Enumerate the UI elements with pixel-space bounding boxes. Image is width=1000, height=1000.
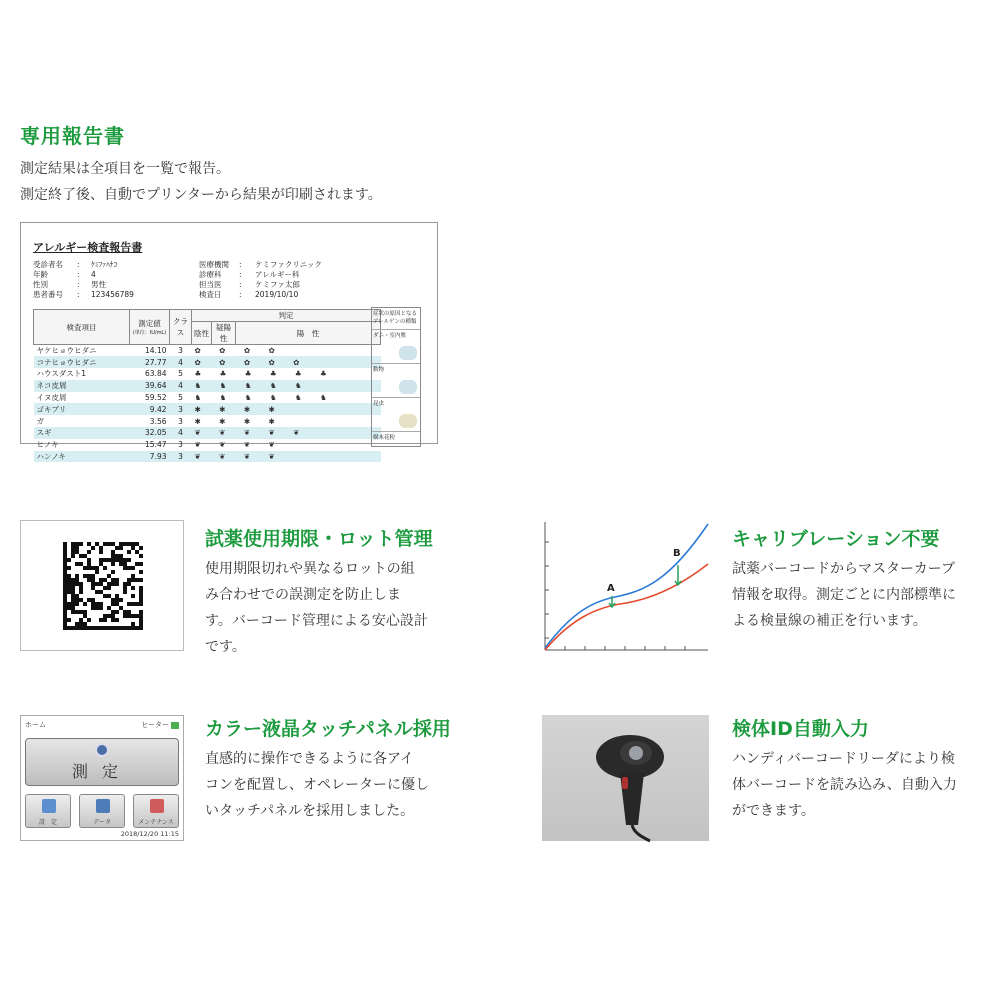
datamatrix-module [71, 554, 75, 558]
settings-icon [42, 799, 56, 813]
datamatrix-module [99, 550, 103, 554]
cell-item: ヤケヒョウヒダニ [36, 346, 97, 356]
report-info-dept: 診療科 : アレルギー科 [199, 270, 300, 279]
datamatrix-module [91, 546, 95, 550]
table-row [34, 427, 381, 439]
report-table [33, 309, 381, 462]
datamatrix-module [119, 546, 123, 550]
cell-item: ハンノキ [34, 451, 130, 463]
calibration-curve-chart [540, 520, 710, 655]
feature-title-lcd: カラー液晶タッチパネル採用 [205, 718, 451, 740]
datamatrix-module [127, 558, 131, 562]
feature-desc-lot: 使用期限切れや異なるロットの組 み合わせでの誤測定を防止しま す。バーコード管理による安心設計 です。 [205, 561, 428, 655]
datamatrix-module [127, 550, 131, 554]
section-desc-line-2: 測定終了後、自動でプリンターから結果が印刷されます。 [20, 187, 382, 203]
table-row [34, 451, 381, 463]
cell-icons: ✱ ✱ ✱ ✱ [192, 403, 381, 415]
datamatrix-module [131, 566, 135, 570]
cell-icons: ✿ ✿ ✿ ✿ ✿ [192, 356, 381, 368]
datamatrix-module [131, 586, 135, 590]
report-info-id: 患者番号 : 123456789 [33, 290, 134, 299]
datamatrix-module [67, 618, 71, 622]
table-row [34, 392, 381, 404]
datamatrix-module [83, 602, 87, 606]
lcd-home-label: ホーム [25, 721, 46, 729]
th-item: 検査項目 [34, 310, 130, 345]
datamatrix-module [107, 586, 111, 590]
table-row [34, 356, 381, 368]
cell-value: 63.84 [145, 369, 167, 379]
play-icon [95, 743, 109, 757]
insect-icon [399, 414, 417, 428]
cell-class: 3 [178, 416, 183, 426]
section-title: 専用報告書 [20, 124, 125, 148]
data-icon [96, 799, 110, 813]
lcd-datetime: 2018/12/20 11:15 [120, 830, 179, 838]
cell-value: 7.93 [130, 451, 170, 463]
report-info-name: 受診者名 : ｹﾐﾌｧﾊﾅｺ [33, 260, 118, 269]
cell-value: 14.10 [145, 346, 167, 356]
side-box-animal: 動物 [372, 364, 420, 398]
lcd-heater: ヒーター [141, 720, 179, 730]
cell-icons: ❦ ❦ ❦ ❦ ❦ [192, 427, 381, 439]
maintenance-icon [150, 799, 164, 813]
datamatrix-image [20, 520, 184, 651]
table-row [34, 403, 381, 415]
th-class: クラス [170, 310, 192, 345]
datamatrix-module [79, 590, 83, 594]
feature-desc-calib: 試薬バーコードからマスターカーブ 情報を取得。測定ごとに内部標準に よる検量線の補正を行います。 [732, 561, 956, 629]
datamatrix-module [111, 570, 115, 574]
side-box-mite: ダニ・室内塵 [372, 330, 420, 364]
th-value: 測定値 (単位：IU/mL) [130, 310, 170, 345]
report-info-date: 検査日 : 2019/10/10 [199, 290, 299, 299]
datamatrix-module [99, 606, 103, 610]
label-a: A [607, 583, 615, 594]
cell-icons: ✱ ✱ ✱ ✱ [194, 416, 283, 426]
datamatrix-module [75, 602, 79, 606]
cell-item: ネコ皮屑 [34, 380, 130, 392]
cell-value: 32.05 [130, 427, 170, 439]
datamatrix-module [111, 562, 115, 566]
cell-value: 9.42 [130, 403, 170, 415]
datamatrix-module [67, 566, 71, 570]
cell-icons: ♞ ♞ ♞ ♞ ♞ ♞ [194, 393, 335, 403]
report-info-sex: 性別 : 男性 [33, 280, 106, 289]
barcode-scanner-image [542, 715, 709, 841]
cell-class: 3 [170, 451, 192, 463]
cell-class: 5 [178, 393, 183, 403]
cell-class: 4 [170, 380, 192, 392]
datamatrix-module [131, 594, 135, 598]
report-title: アレルギー検査報告書 [33, 241, 143, 254]
datamatrix-module [139, 546, 143, 550]
feature-desc-lcd: 直感的に操作できるように各アイ コンを配置し、オペレーターに優し いタッチパネルを採用しました。 [205, 751, 429, 819]
datamatrix-module [123, 590, 127, 594]
datamatrix-module [79, 542, 83, 546]
curve-red [545, 564, 708, 650]
cell-class: 5 [178, 369, 183, 379]
datamatrix-module [95, 570, 99, 574]
dog-icon [399, 380, 417, 394]
table-row [34, 368, 381, 380]
report-info-clinic: 医療機関 : ケミファクリニック [199, 260, 322, 269]
side-header: 症状の原因となるアレルゲンの種類 [372, 308, 420, 330]
section-desc-line-1: 測定結果は全項目を一覧で報告。 [20, 161, 230, 177]
datamatrix-module [115, 618, 119, 622]
datamatrix-module [139, 554, 143, 558]
cell-icons: ♣ ♣ ♣ ♣ ♣ ♣ [194, 369, 335, 379]
label-b: B [673, 548, 681, 559]
table-row [34, 439, 381, 451]
lcd-panel-image [20, 715, 184, 841]
th-doubt: 疑陽性 [212, 322, 236, 345]
report-info-doctor: 担当医 : ケミファ太郎 [199, 280, 300, 289]
cell-item: コナヒョウヒダニ [34, 356, 130, 368]
table-row [34, 345, 381, 357]
datamatrix-module [103, 618, 107, 622]
report-info-age: 年齢 : 4 [33, 270, 96, 279]
lcd-settings-button: 設 定 [25, 794, 71, 828]
datamatrix-module [139, 578, 143, 582]
report-sample [20, 222, 438, 462]
cell-class: 4 [170, 356, 192, 368]
datamatrix-module [87, 550, 91, 554]
cell-item: ガ [36, 416, 44, 426]
curve-blue [545, 524, 708, 648]
datamatrix-code [63, 542, 143, 630]
th-judge: 判定 [192, 310, 381, 322]
table-row [34, 415, 381, 427]
table-row [34, 380, 381, 392]
report-table-body [34, 345, 381, 463]
cell-value: 27.77 [130, 356, 170, 368]
cell-class: 4 [170, 427, 192, 439]
cell-class: 3 [178, 346, 183, 356]
feature-title-lot: 試薬使用期限・ロット管理 [205, 528, 433, 550]
cell-value: 15.47 [145, 440, 167, 450]
cell-class: 3 [170, 403, 192, 415]
cell-icons: ✿ ✿ ✿ ✿ [194, 346, 283, 356]
cell-icons: ♞ ♞ ♞ ♞ ♞ [192, 380, 381, 392]
heater-indicator-icon [171, 722, 179, 729]
cell-class: 3 [178, 440, 183, 450]
cell-item: イヌ皮屑 [36, 393, 67, 403]
cell-icons: ❦ ❦ ❦ ❦ [192, 451, 381, 463]
side-box-insect: 昆虫 [372, 398, 420, 432]
scanner-icon [542, 715, 709, 841]
feature-title-calib: キャリブレーション不要 [732, 528, 940, 550]
datamatrix-module [139, 562, 143, 566]
lcd-data-button: データ [79, 794, 125, 828]
datamatrix-module [115, 582, 119, 586]
datamatrix-module [139, 602, 143, 606]
cell-value: 39.64 [130, 380, 170, 392]
lcd-header [25, 720, 179, 730]
report-side-panel [371, 307, 421, 447]
mite-icon [399, 346, 417, 360]
cell-value: 59.52 [145, 393, 167, 403]
datamatrix-module [139, 570, 143, 574]
datamatrix-module [139, 626, 143, 630]
feature-desc-scanner: ハンディバーコードリーダにより検 体バーコードを読み込み、自動入力 ができます。 [732, 751, 957, 819]
datamatrix-module [103, 566, 107, 570]
side-box-tree: 樹木花粉 [373, 435, 396, 441]
lcd-maintenance-button: メンテナンス [133, 794, 179, 828]
th-pos: 陽 性 [236, 322, 381, 345]
cell-icons: ❦ ❦ ❦ ❦ [194, 440, 283, 450]
cell-value: 3.56 [149, 416, 167, 426]
feature-title-scanner: 検体ID自動入力 [732, 718, 869, 740]
datamatrix-module [87, 618, 91, 622]
datamatrix-module [119, 598, 123, 602]
lcd-measure-button: 測定 [25, 738, 179, 786]
datamatrix-module [115, 610, 119, 614]
cell-item: ゴキブリ [34, 403, 130, 415]
cell-item: ハウスダスト1 [36, 369, 87, 379]
cell-item: スギ [34, 427, 130, 439]
datamatrix-module [67, 558, 71, 562]
th-neg: 陰性 [192, 322, 212, 345]
cell-item: ヒノキ [36, 440, 59, 450]
